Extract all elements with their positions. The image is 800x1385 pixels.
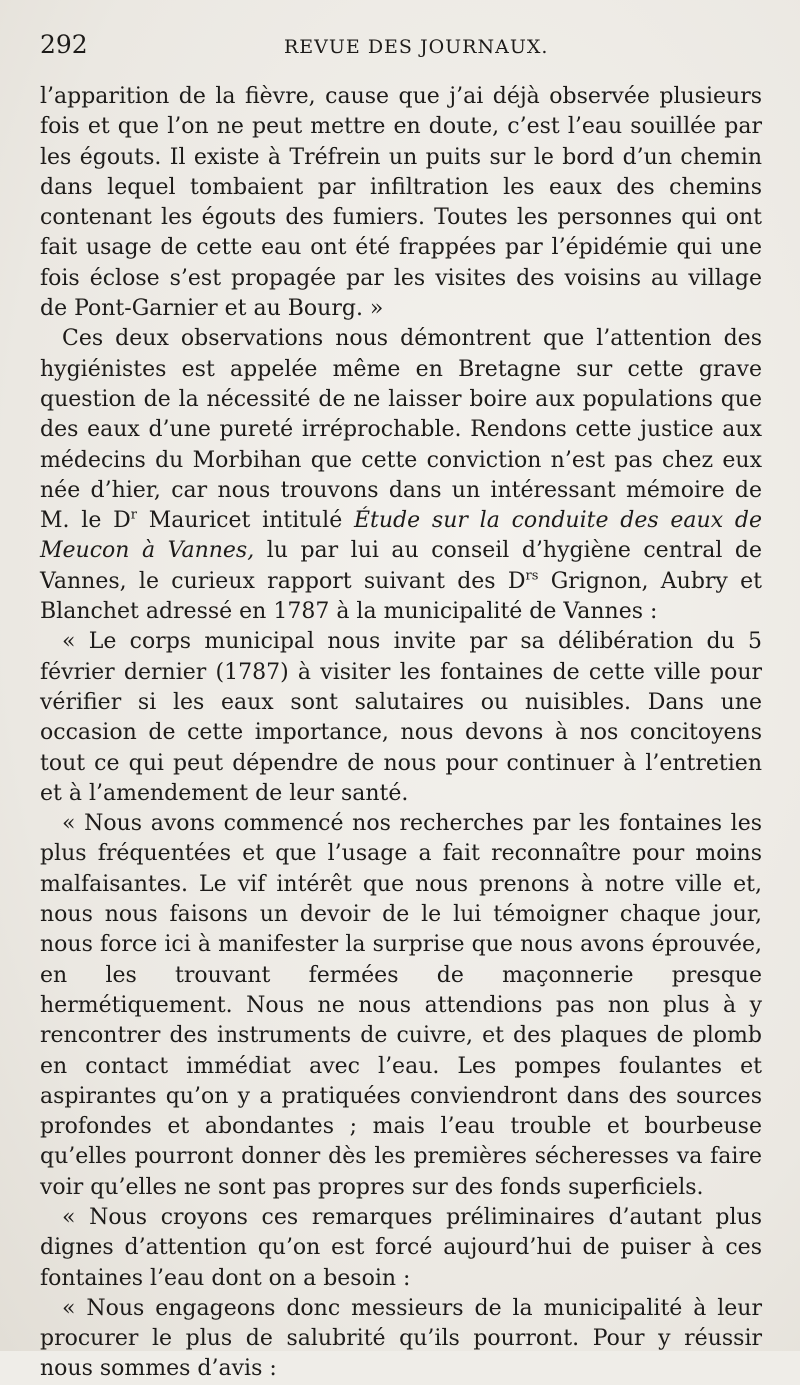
- paragraph-text: lu par lui au conseil d’hygiène central de Vannes, le curieux rapport suivant des D: [40, 538, 762, 594]
- paragraph-text: Mauricet intitulé: [136, 508, 354, 534]
- page-header: [40, 30, 762, 70]
- paragraph-observations: [40, 324, 762, 627]
- paragraph-text: Grignon, Aubry et Blanchet adressé en 1787 à la municipalité de Vannes :: [40, 568, 762, 625]
- body-text: [40, 82, 762, 1385]
- superscript: rs: [525, 568, 539, 584]
- work-title: Étude sur la conduite des eaux de Meucon à Vannes,: [40, 508, 762, 564]
- paragraph-text: Ces deux observations nous démontrent que l’attention des hygiénistes est appelée même en Bretagne sur cette grave question de la nécessité de ne laisser boire aux populations que des eaux d’une pureté irréprochable. Rendons cette justice aux médecins du Morbihan que cette conviction n’est pas chez eux née d’hier, car nous trouvons dans un intéressant mémoire de M. le D: [40, 326, 762, 534]
- page-number: 292: [40, 30, 88, 59]
- paragraph-quote-3: « Nous croyons ces remarques préliminaires d’autant plus dignes d’attention qu’on est forcé aujourd’hui de puiser à ces fontaines l’eau dont on a besoin :: [40, 1204, 762, 1291]
- paragraph-continuation: l’apparition de la fièvre, cause que j’ai déjà observée plusieurs fois et que l’on ne peut mettre en doute, c’est l’eau souillée par les égouts. Il existe à Tréfrein un puits sur le bord d’un chemin dans lequel tombaient par infiltration les eaux des chemins contenant les égouts des fumiers. Toutes les personnes qui ont fait usage de cette eau ont été frappées par l’épidémie qui une fois éclose s’est propagée par les visites des voisins au village de Pont-Garnier et au Bourg. »: [40, 84, 762, 322]
- paragraph-quote-4: « Nous engageons donc messieurs de la municipalité à leur procurer le plus de salubrité qu’ils pourront. Pour y réussir nous sommes d’avis :: [40, 1295, 762, 1382]
- paragraph-quote-2: « Nous avons commencé nos recherches par les fontaines les plus fréquentées et que l’usage a fait reconnaître pour moins malfaisantes. Le vif intérêt que nous prenons à notre ville et, nous nous faisons un devoir de le lui témoigner chaque jour, nous force ici à manifester la surprise que nous avons éprouvée, en les trouvant fermées de maçonnerie presque hermétiquement. Nous ne nous attendions pas non plus à y rencontrer des instruments de cuivre, et des plaques de plomb en contact immédiat avec l’eau. Les pompes foulantes et aspirantes qu’on y a pratiquées conviendront dans des sources profondes et abondantes ; mais l’eau trouble et bourbeuse qu’elles pourront donner dès les premières sécheresses va faire voir qu’elles ne sont pas propres sur des fonds superficiels.: [40, 811, 762, 1200]
- running-head: REVUE DES JOURNAUX.: [284, 36, 549, 58]
- superscript: r: [130, 507, 137, 523]
- paragraph-quote-1: « Le corps municipal nous invite par sa délibération du 5 février dernier (1787) à visiter les fontaines de cette ville pour vérifier si les eaux sont salutaires ou nuisibles. Dans une occasion de cette importance, nous devons à nos concitoyens tout ce qui peut dépendre de nous pour continuer à l’entretien et à l’amendement de leur santé.: [40, 629, 762, 806]
